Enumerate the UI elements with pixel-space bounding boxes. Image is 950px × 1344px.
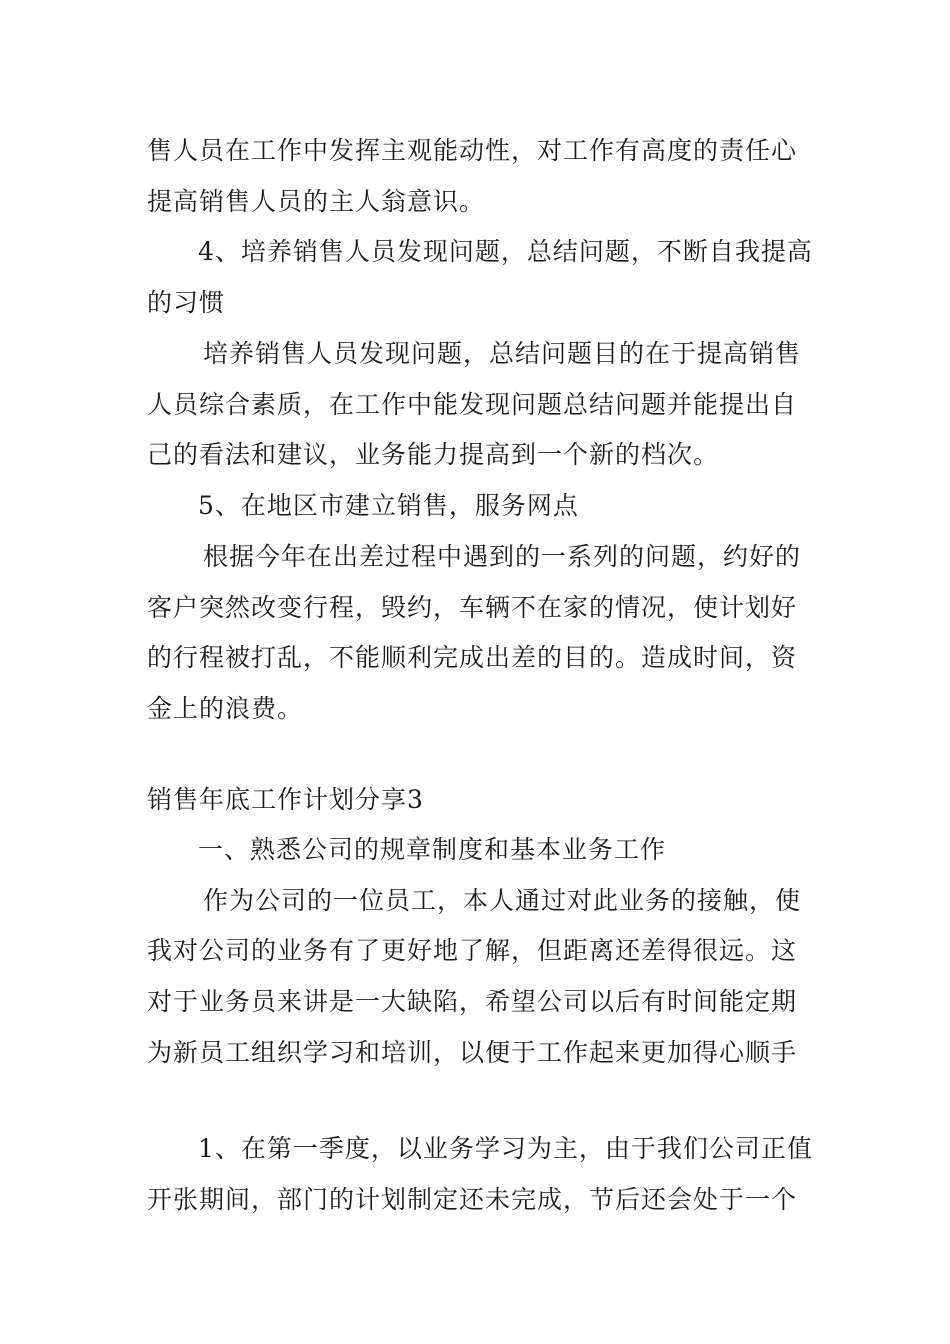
text-line: 提高销售人员的主人翁意识。 [147, 187, 486, 216]
text-line: 人员综合素质，在工作中能发现问题总结问题并能提出自 [147, 390, 798, 419]
text-line: 的习惯 [147, 288, 226, 317]
document-title: 销售年底工作计划分享3 [147, 785, 424, 814]
section-heading: 1、在第一季度，以业务学习为主，由于我们公司正值 [198, 1134, 813, 1163]
section-heading: 5、在地区市建立销售，服务网点 [198, 491, 579, 520]
text-line: 开张期间，部门的计划制定还未完成，节后还会处于一个 [147, 1185, 798, 1214]
text-line: 根据今年在出差过程中遇到的一系列的问题，约好的 [203, 542, 802, 571]
section-heading: 一、熟悉公司的规章制度和基本业务工作 [198, 835, 667, 864]
text-line: 对于业务员来讲是一大缺陷，希望公司以后有时间能定期 [147, 987, 798, 1016]
text-line: 的行程被打乱，不能顺利完成出差的目的。造成时间，资 [147, 643, 798, 672]
text-line: 售人员在工作中发挥主观能动性，对工作有高度的责任心 [147, 136, 798, 165]
text-line: 我对公司的业务有了更好地了解，但距离还差得很远。这 [147, 936, 798, 965]
text-line: 为新员工组织学习和培训，以便于工作起来更加得心顺手 [147, 1038, 798, 1067]
text-line: 己的看法和建议，业务能力提高到一个新的档次。 [147, 440, 720, 469]
text-line: 培养销售人员发现问题，总结问题目的在于提高销售 [203, 339, 802, 368]
text-line: 作为公司的一位员工，本人通过对此业务的接触，使 [203, 886, 802, 915]
text-line: 金上的浪费。 [147, 694, 304, 723]
text-line: 客户突然改变行程，毁约，车辆不在家的情况，使计划好 [147, 593, 798, 622]
section-heading: 4、培养销售人员发现问题，总结问题，不断自我提高 [198, 237, 813, 266]
